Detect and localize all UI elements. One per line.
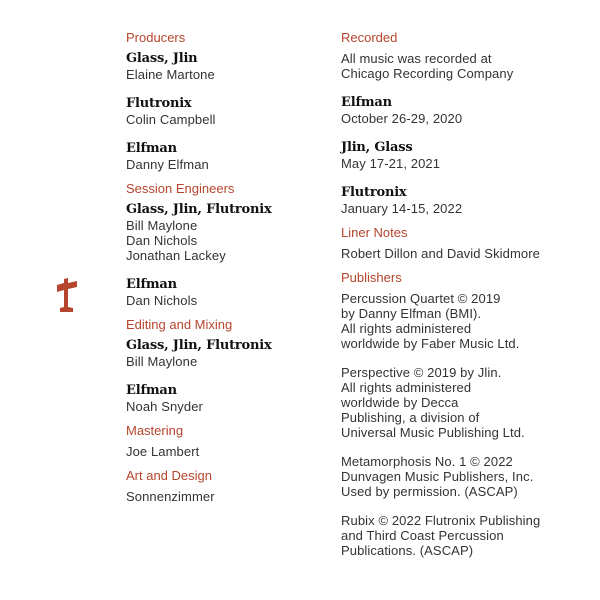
publisher-line: Universal Music Publishing Ltd. — [341, 425, 525, 440]
recorded-heading: Recorded — [341, 30, 398, 45]
publisher-line: Publications. (ASCAP) — [341, 543, 474, 558]
session-person: Dan Nichols — [126, 233, 198, 248]
recorded-date: May 17-21, 2021 — [341, 156, 441, 171]
recorded-artist: Flutronix — [341, 185, 407, 200]
publishers-heading: Publishers — [341, 270, 402, 285]
producer-artist: Glass, Jlin — [126, 51, 198, 66]
publisher-line: by Danny Elfman (BMI). — [341, 306, 482, 321]
producers-heading: Producers — [126, 30, 186, 45]
publisher-line: Rubix © 2022 Flutronix Publishing — [341, 513, 541, 528]
producer-person: Elaine Martone — [126, 67, 215, 82]
producer-artist: Elfman — [126, 141, 177, 156]
publisher-line: worldwide by Decca — [341, 395, 459, 410]
liner-notes-credit: Robert Dillon and David Skidmore — [341, 246, 541, 261]
right-column — [341, 30, 591, 558]
recorded-artist: Elfman — [341, 95, 392, 110]
producer-person: Danny Elfman — [126, 157, 209, 172]
recorded-date: January 14-15, 2022 — [341, 201, 463, 216]
recorded-intro-line: Chicago Recording Company — [341, 66, 514, 81]
session-person: Dan Nichols — [126, 293, 198, 308]
publisher-line: Metamorphosis No. 1 © 2022 — [341, 454, 513, 469]
editing-person: Bill Maylone — [126, 354, 198, 369]
mastering-person: Joe Lambert — [126, 444, 200, 459]
art-design-heading: Art and Design — [126, 468, 212, 483]
left-column — [126, 30, 326, 504]
art-design-credit: Sonnenzimmer — [126, 489, 215, 504]
publisher-line: Perspective © 2019 by Jlin. — [341, 365, 502, 380]
publisher-line: All rights administered — [341, 321, 472, 336]
liner-notes-heading: Liner Notes — [341, 225, 408, 240]
session-artist: Glass, Jlin, Flutronix — [126, 202, 272, 217]
publisher-line: Dunvagen Music Publishers, Inc. — [341, 469, 534, 484]
editing-mixing-heading: Editing and Mixing — [126, 317, 233, 332]
mastering-heading: Mastering — [126, 423, 184, 438]
session-engineers-heading: Session Engineers — [126, 181, 235, 196]
session-person: Jonathan Lackey — [126, 248, 226, 263]
publisher-line: Used by permission. (ASCAP) — [341, 484, 518, 499]
publisher-line: Publishing, a division of — [341, 410, 480, 425]
session-artist: Elfman — [126, 277, 177, 292]
publisher-line: worldwide by Faber Music Ltd. — [341, 336, 520, 351]
editing-artist: Elfman — [126, 383, 177, 398]
editing-artist: Glass, Jlin, Flutronix — [126, 338, 272, 353]
publisher-line: All rights administered — [341, 380, 472, 395]
session-person: Bill Maylone — [126, 218, 198, 233]
publisher-line: Percussion Quartet © 2019 — [341, 291, 501, 306]
publisher-line: and Third Coast Percussion — [341, 528, 504, 543]
recorded-intro-line: All music was recorded at — [341, 51, 492, 66]
recorded-date: October 26-29, 2020 — [341, 111, 463, 126]
producer-person: Colin Campbell — [126, 112, 216, 127]
editing-person: Noah Snyder — [126, 399, 203, 414]
producer-artist: Flutronix — [126, 96, 192, 111]
page-number-glyph-icon — [54, 277, 80, 313]
recorded-artist: Jlin, Glass — [341, 140, 413, 155]
